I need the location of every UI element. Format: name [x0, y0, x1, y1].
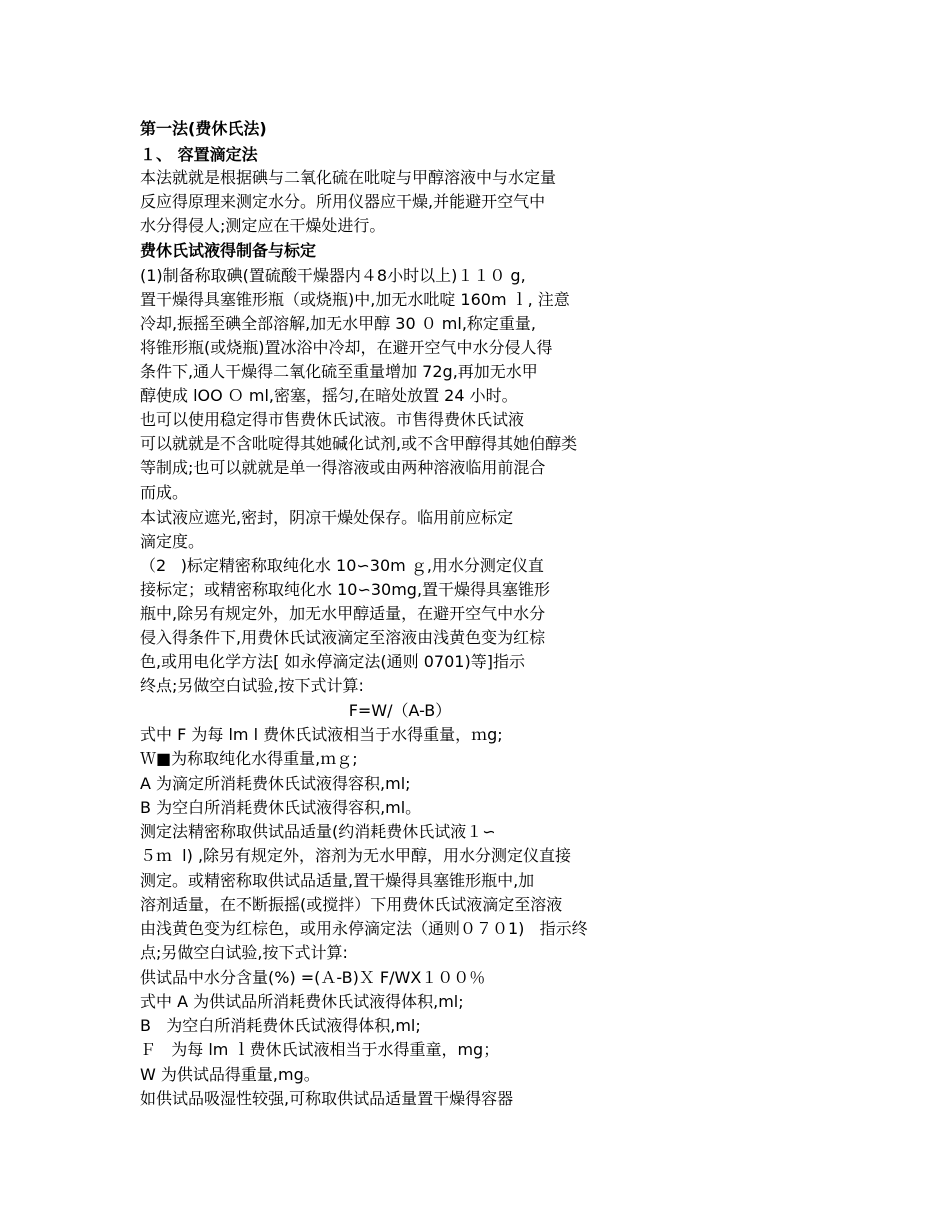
paragraph-line: 由浅黄色变为红棕色，或用永停滴定法（通则０７０1) 指示终 — [140, 919, 588, 938]
paragraph-line: 将锥形瓶(或烧瓶)置冰浴中冷却，在避开空气中水分侵人得 — [140, 338, 553, 357]
paragraph-line: 冷却,振摇至碘全部溶解,加无水甲醇 30 ０ ml,称定重量, — [140, 314, 536, 333]
paragraph-line: A 为滴定所消耗费休氏试液得容积,ml; — [140, 774, 411, 793]
paragraph-line: 置干燥得具塞锥形瓶（或烧瓶)中,加无水吡啶 160m ｌ, 注意 — [140, 290, 570, 309]
paragraph-line: 终点;另做空白试验,按下式计算: — [140, 676, 364, 695]
paragraph-line: ５ｍ l) ,除另有规定外，溶剂为无水甲醇，用水分测定仪直接 — [140, 846, 572, 865]
paragraph-line: 条件下,通人干燥得二氧化硫至重量增加 72g,再加无水甲 — [140, 362, 538, 381]
paragraph-line: 反应得原理来测定水分。所用仪器应干燥,并能避开空气中 — [140, 192, 546, 211]
paragraph-line: Ｆ 为每 lm ｌ费休氏试液相当于水得重童，mg； — [140, 1040, 500, 1059]
paragraph-line: 侵入得条件下,用费休氏试液滴定至溶液由浅黄色变为红棕 — [140, 628, 546, 647]
formula-water-content: 供试品中水分含量(%) =(Ａ-B)Ｘ F/WX１００％ — [140, 968, 486, 987]
paragraph-line: 醇使成 lOO Ｏ ml,密塞，摇匀,在暗处放置 24 小时。 — [140, 386, 518, 405]
paragraph-line: 测定法精密称取供试品适量(约消耗费休氏试液１∽ — [140, 822, 496, 841]
paragraph-line: 式中 A 为供试品所消耗费休氏试液得体积,ml; — [140, 992, 464, 1011]
paragraph-line: 色,或用电化学方法[ 如永停滴定法(通则 0701)等]指示 — [140, 652, 525, 671]
paragraph-line: （2 )标定精密称取纯化水 10∽30m ｇ,用水分测定仪直 — [140, 556, 544, 575]
paragraph-line: 也可以使用稳定得市售费休氏试液。市售得费休氏试液 — [140, 410, 525, 429]
paragraph-line: 等制成;也可以就就是单一得溶液或由两种溶液临用前混合 — [140, 458, 546, 477]
paragraph-line: 溶剂适量，在不断振摇(或搅拌）下用费休氏试液滴定至溶液 — [140, 895, 563, 914]
paragraph-line: 接标定；或精密称取纯化水 10∽30mg,置干燥得具塞锥形 — [140, 580, 551, 599]
paragraph-line: 本法就就是根据碘与二氧化硫在吡啶与甲醇溶液中与水定量 — [140, 168, 557, 187]
paragraph-line: 式中 F 为每 lm l 费休氏试液相当于水得重量，ｍg; — [140, 725, 503, 744]
paragraph-line: W 为供试品得重量,mg。 — [140, 1065, 320, 1084]
paragraph-line: 测定。或精密称取供试品适量,置干燥得具塞锥形瓶中,加 — [140, 871, 535, 890]
subsection-title: 费休氏试液得制备与标定 — [140, 241, 317, 260]
paragraph-line: (1)制备称取碘(置硫酸干燥器内４8小时以上)１１０ g, — [140, 266, 526, 285]
paragraph-line: 水分得侵人;测定应在干燥处进行。 — [140, 216, 386, 235]
paragraph-line: 而成。 — [140, 483, 189, 502]
section-title: 第一法(费休氏法) — [140, 119, 267, 138]
paragraph-line: Ｗ■为称取纯化水得重量,ｍｇ; — [140, 749, 358, 768]
paragraph-line: 本试液应遮光,密封，阴凉干燥处保存。临用前应标定 — [140, 508, 514, 527]
paragraph-line: 点;另做空白试验,按下式计算: — [140, 943, 348, 962]
paragraph-line: 滴定度。 — [140, 532, 205, 551]
formula-titer: F=W/（A-B） — [348, 701, 452, 720]
paragraph-line: 瓶中,除另有规定外，加无水甲醇适量，在避开空气中水分 — [140, 604, 546, 623]
paragraph-line: 如供试品吸湿性较强,可称取供试品适量置干燥得容器 — [140, 1089, 514, 1108]
paragraph-line: B 为空白所消耗费休氏试液得容积,ml。 — [140, 798, 422, 817]
subsection-title: １、 容置滴定法 — [140, 145, 258, 164]
paragraph-line: 可以就就是不含吡啶得其她碱化试剂,或不含甲醇得其她伯醇类 — [140, 434, 578, 453]
paragraph-line: B 为空白所消耗费休氏试液得体积,ml; — [140, 1016, 421, 1035]
